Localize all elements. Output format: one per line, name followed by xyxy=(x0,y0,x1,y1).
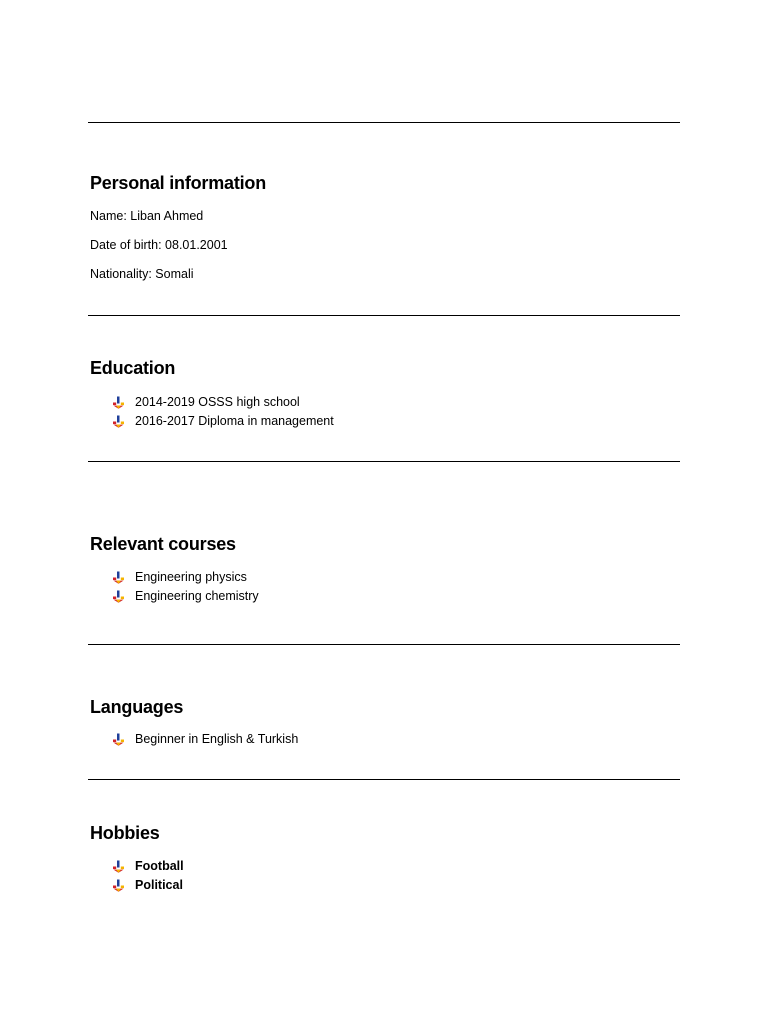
language-item xyxy=(112,731,298,747)
course-item xyxy=(112,588,259,604)
course-item-text: Engineering physics xyxy=(135,570,247,584)
arrow-down-icon xyxy=(112,733,125,746)
education-item xyxy=(112,394,300,410)
arrow-down-icon xyxy=(112,415,125,428)
arrow-down-icon xyxy=(112,571,125,584)
nationality-line: Nationality: Somali xyxy=(90,267,194,281)
divider-personal xyxy=(88,315,680,316)
personal-info-heading: Personal information xyxy=(90,173,267,193)
education-item-text: 2014-2019 OSSS high school xyxy=(135,395,300,409)
education-item-text: 2016-2017 Diploma in management xyxy=(135,414,334,428)
language-item-text: Beginner in English & Turkish xyxy=(135,732,299,746)
hobby-item-text: Political xyxy=(135,878,183,892)
divider-education xyxy=(88,461,680,462)
divider-courses xyxy=(88,644,680,645)
course-item-text: Engineering chemistry xyxy=(135,589,259,603)
arrow-down-icon xyxy=(112,879,125,892)
course-item xyxy=(112,569,247,585)
hobby-item xyxy=(112,877,183,893)
hobbies-heading: Hobbies xyxy=(90,823,160,843)
dob-line: Date of birth: 08.01.2001 xyxy=(90,238,228,252)
education-item xyxy=(112,413,334,429)
hobby-item-text: Football xyxy=(135,859,184,873)
divider-top xyxy=(88,122,680,123)
hobby-item xyxy=(112,858,184,874)
arrow-down-icon xyxy=(112,396,125,409)
arrow-down-icon xyxy=(112,590,125,603)
arrow-down-icon xyxy=(112,860,125,873)
education-heading: Education xyxy=(90,358,176,378)
name-line: Name: Liban Ahmed xyxy=(90,209,204,223)
courses-heading: Relevant courses xyxy=(90,534,236,554)
languages-heading: Languages xyxy=(90,697,184,717)
divider-languages xyxy=(88,779,680,780)
